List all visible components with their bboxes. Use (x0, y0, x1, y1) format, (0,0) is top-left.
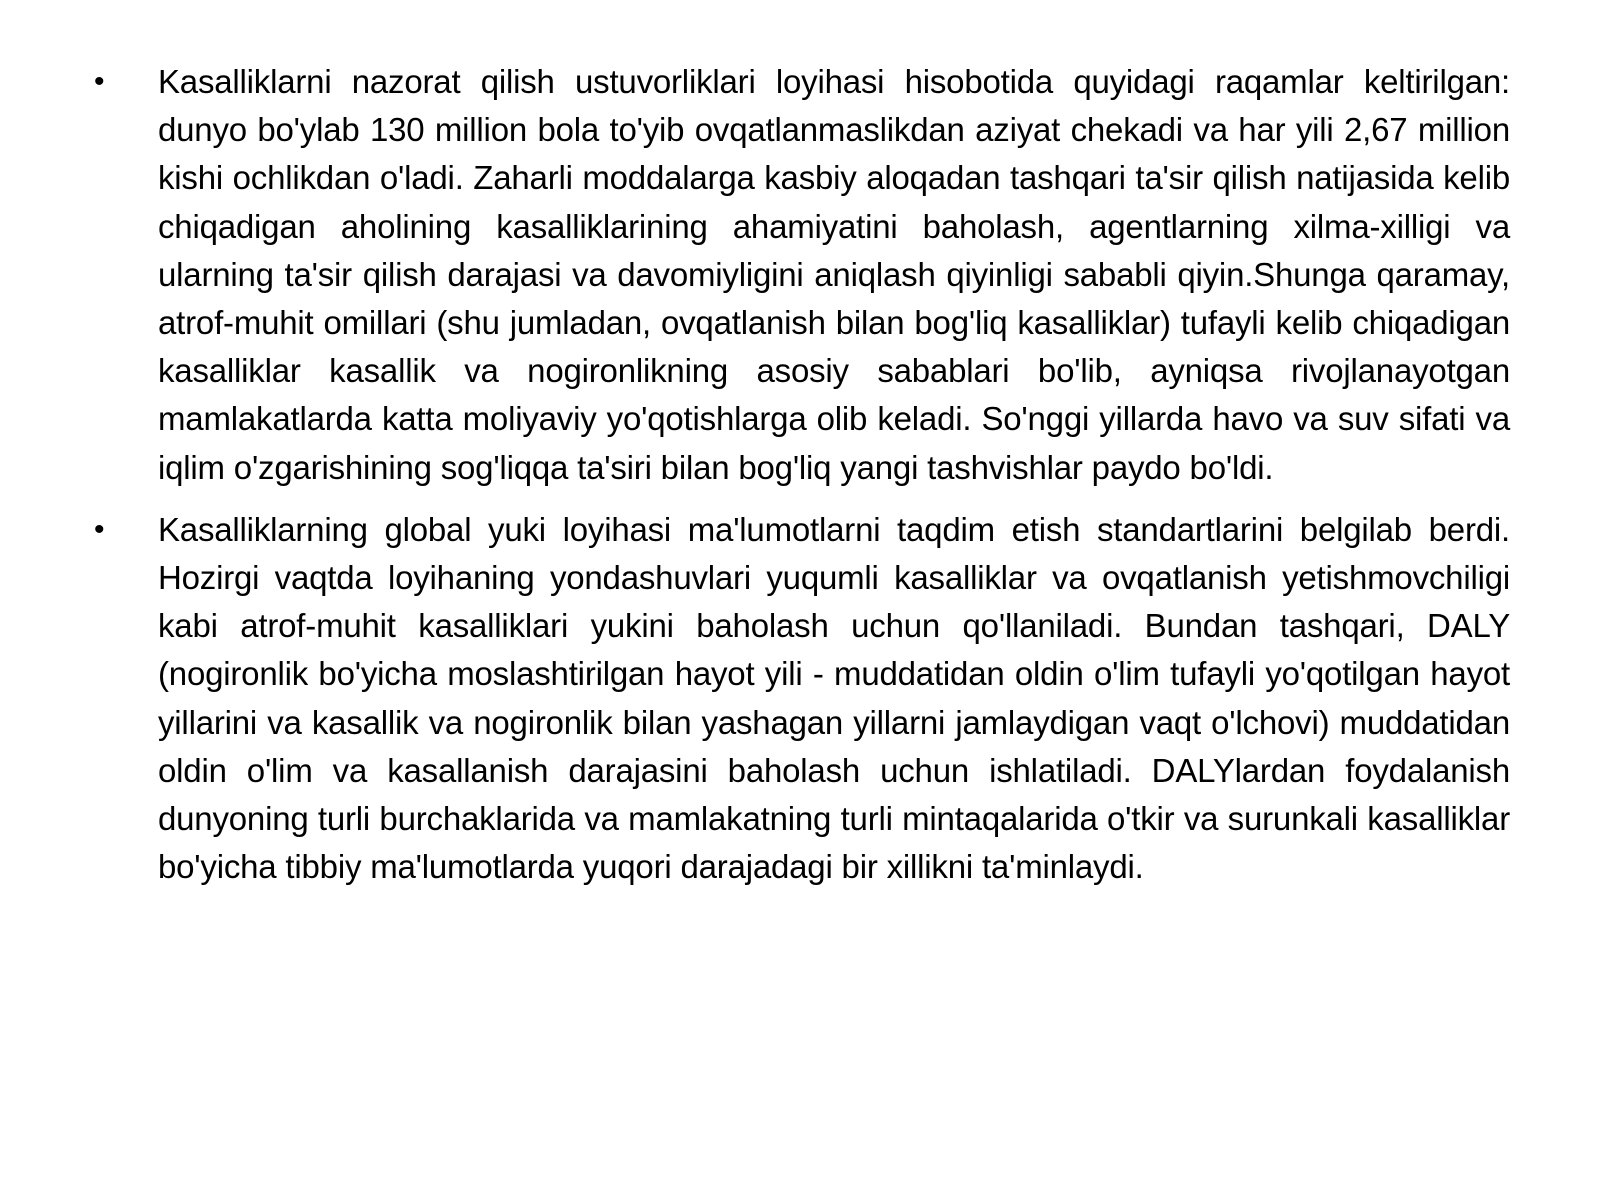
bullet-icon: • (94, 512, 105, 546)
bullet-item-2 (90, 506, 1510, 892)
bullet-icon: • (94, 65, 105, 98)
bullet-item-1 (90, 58, 1510, 492)
bullet-text-2: Kasalliklarning global yuki loyihasi ma'lumotlarni taqdim etish standartlarini belgilab berdi. Hozirgi vaqtda loyihaning yondashuvlari yuqumli kasalliklar va ovqatlanish yetishmovchiligi kabi atrof-muhit kasalliklari yukini baholash uchun qo'llaniladi. Bundan tashqari, DALY (nogironlik bo'yicha moslashtirilgan hayot yili - muddatidan oldin o'lim tufayli yo'qotilgan hayot yillarini va kasallik va nogironlik bilan yashagan yillarni jamlaydigan vaqt o'lchovi) muddatidan oldin o'lim va kasallanish darajasini baholash uchun ishlatiladi. DALYlardan foydalanish dunyoning turli burchaklarida va mamlakatning turli mintaqalarida o'tkir va surunkali kasalliklar bo'yicha tibbiy ma'lumotlarda yuqori darajadagi bir xillikni ta'minlaydi. (158, 510, 1510, 886)
bullet-text-1: Kasalliklarni nazorat qilish ustuvorliklari loyihasi hisobotida quyidagi raqamlar keltirilgan: dunyo bo'ylab 130 million bola to'yib ovqatlanmaslikdan aziyat chekadi va har yili 2,67 million kishi ochlikdan o'ladi. Zaharli moddalarga kasbiy aloqadan tashqari ta'sir qilish natijasida kelib chiqadigan aholining kasalliklarining ahamiyatini baholash, agentlarning xilma-xilligi va ularning ta'sir qilish darajasi va davomiyligini aniqlash qiyinligi sababli qiyin.Shunga qaramay, atrof-muhit omillari (shu jumladan, ovqatlanish bilan bog'liq kasalliklar) tufayli kelib chiqadigan kasalliklar kasallik va nogironlikning asosiy sabablari bo'lib, ayniqsa rivojlanayotgan mamlakatlarda katta moliyaviy yo'qotishlarga olib keladi. So'nggi yillarda havo va suv sifati va iqlim o'zgarishining sog'liqqa ta'siri bilan bog'liq yangi tashvishlar paydo bo'ldi. (158, 63, 1510, 486)
bullet-list (90, 58, 1510, 905)
